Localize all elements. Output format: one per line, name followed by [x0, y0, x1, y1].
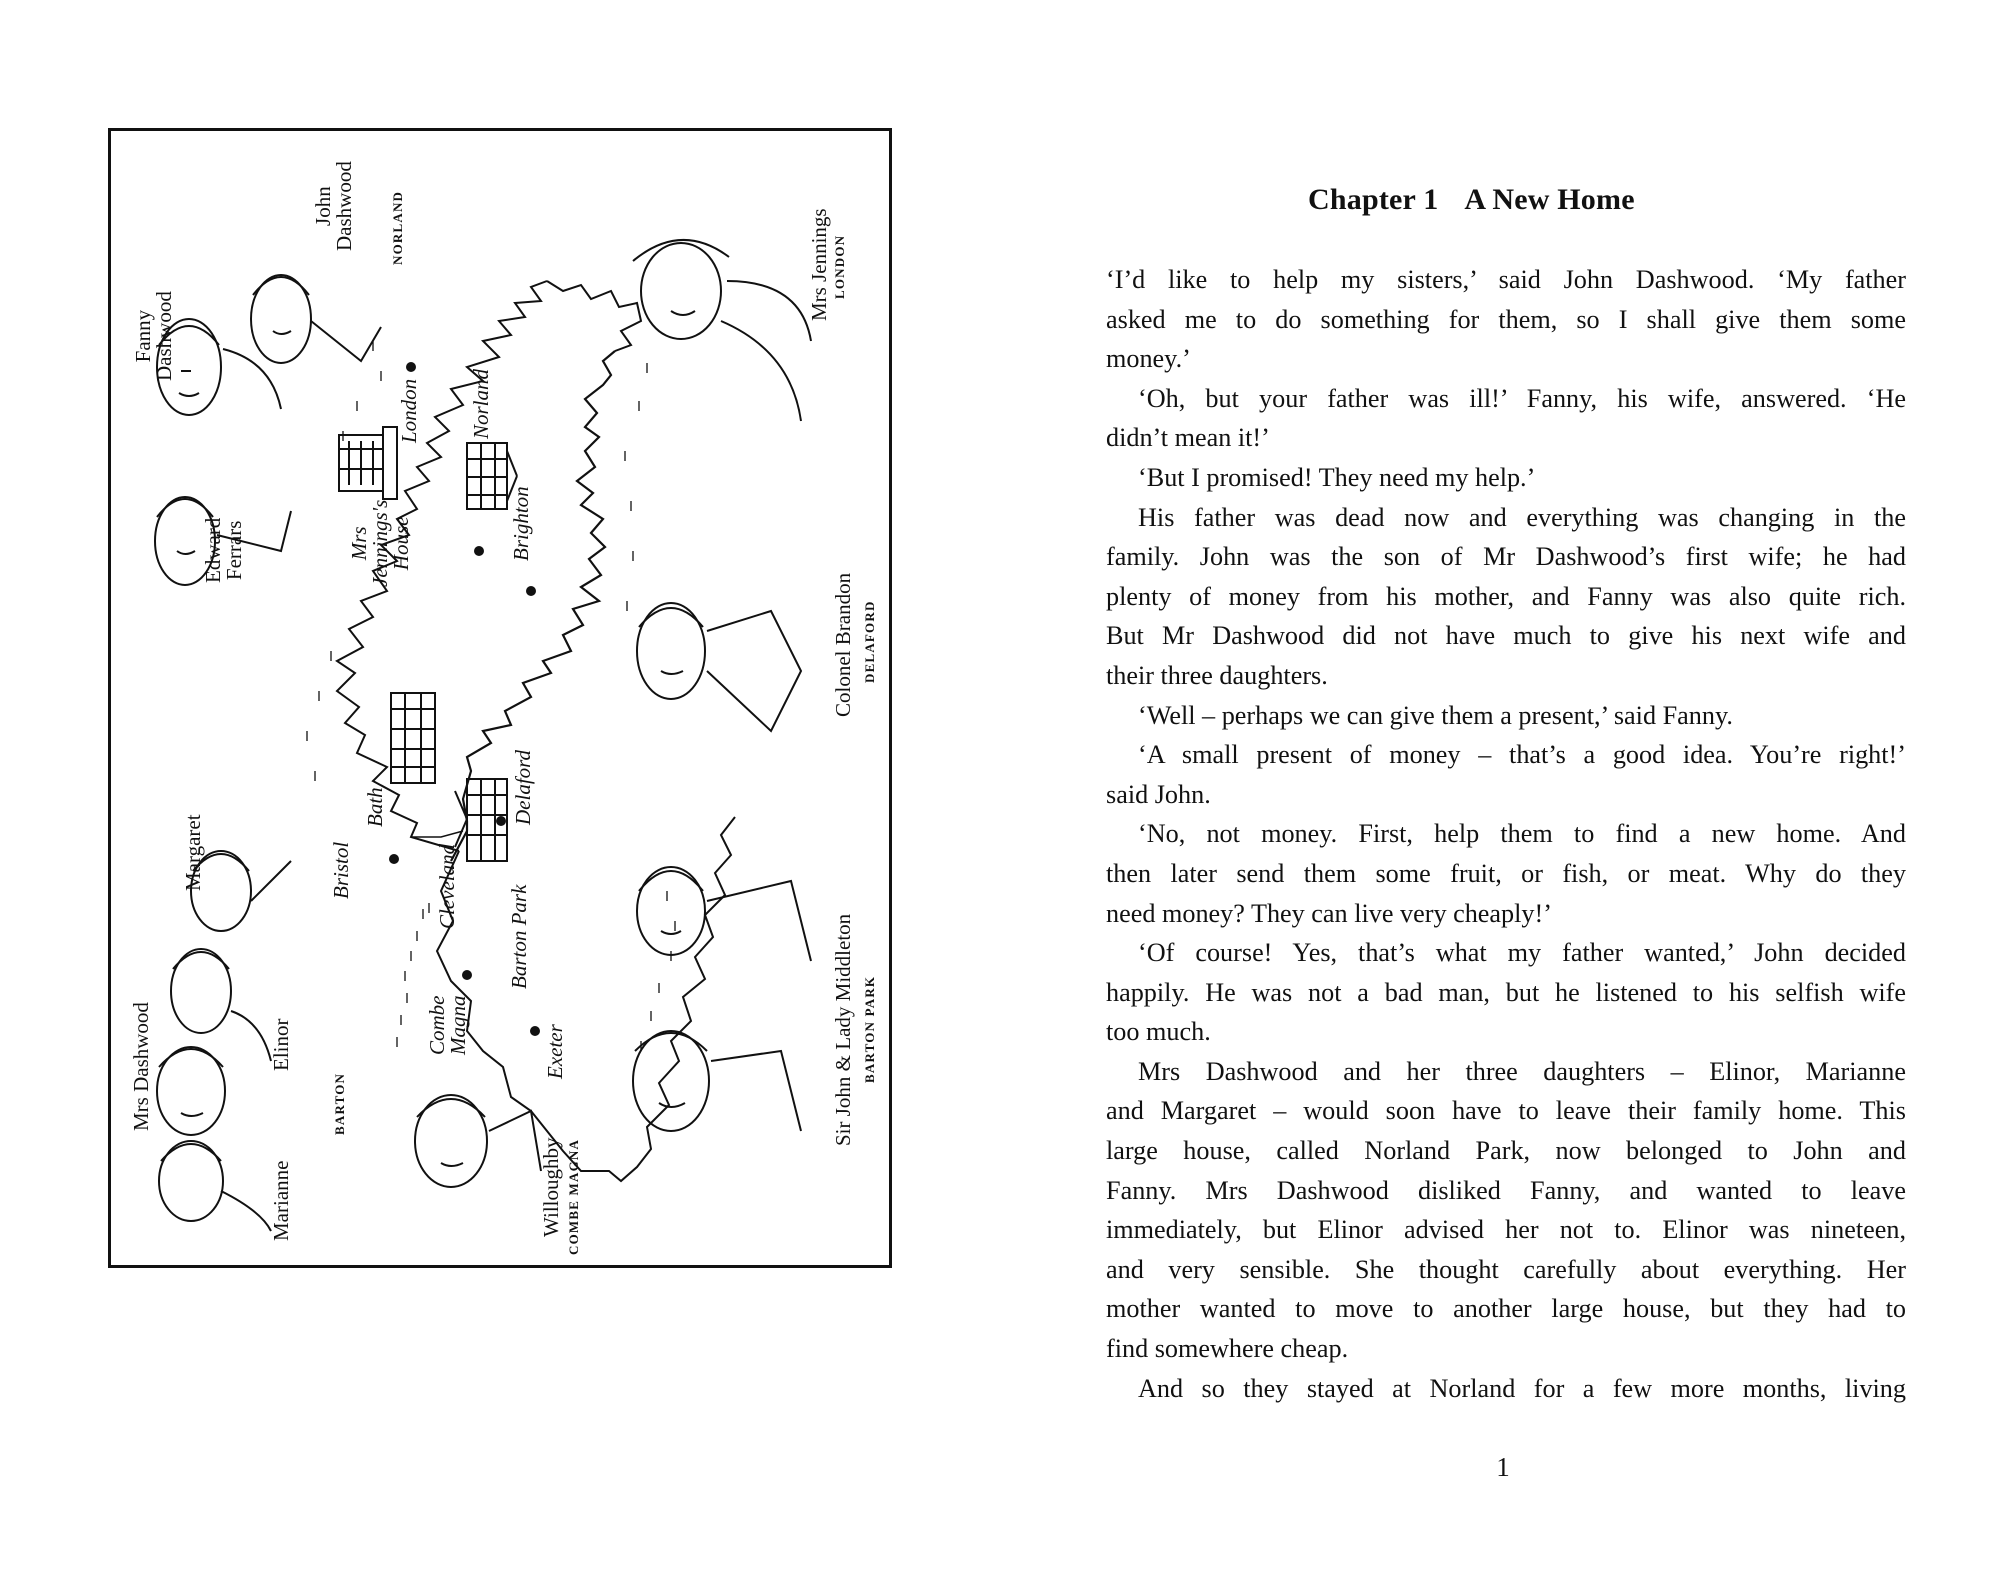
text-line: ‘I’d like to help my sisters,’ said John Dashwood. ‘My father	[1106, 265, 1906, 294]
caption-combe-magna: COMBE MAGNA	[566, 1138, 581, 1255]
text-line: then later send them some fruit, or fish, or meat. Why do they	[1106, 858, 1906, 888]
label-john-dashwood: John Dashwood	[311, 161, 356, 251]
text-line: His father was dead now and everything was changing in the	[1138, 502, 1906, 532]
map-illustration	[111, 131, 889, 1265]
label-marianne: Marianne	[269, 1160, 293, 1241]
text-line: need money? They can live very cheaply!’	[1106, 898, 1552, 928]
dot-norland	[474, 546, 484, 556]
place-bath: Bath	[363, 787, 387, 827]
text-line: family. John was the son of Mr Dashwood’s first wife; he had	[1106, 542, 1906, 572]
text-line: their three daughters.	[1106, 660, 1328, 690]
text-line: But Mr Dashwood did not have much to give his next wife and	[1106, 621, 1906, 651]
dot-exeter	[530, 1026, 540, 1036]
dot-delaford	[496, 816, 506, 826]
label-mrs-jennings: Mrs Jennings	[807, 208, 831, 321]
page-number: 1	[1496, 1452, 1510, 1482]
chapter-number: Chapter 1	[1308, 183, 1439, 216]
text-line: ‘Well – perhaps we can give them a present,’ said Fanny.	[1138, 700, 1733, 730]
portrait-mrs-dashwood	[157, 1047, 225, 1135]
caption-barton: BARTON	[332, 1072, 347, 1135]
text-line: money.’	[1106, 344, 1191, 374]
portrait-mrs-jennings	[633, 240, 811, 421]
text-line: And so they stayed at Norland for a few more months, living	[1138, 1373, 1906, 1403]
place-barton-park: Barton Park	[507, 884, 531, 989]
dot-london	[406, 362, 416, 372]
text-line: find somewhere cheap.	[1106, 1334, 1349, 1364]
place-combe-magna: Combe Magna	[425, 995, 470, 1055]
map-coastline-right	[547, 281, 641, 351]
dot-bristol	[389, 854, 399, 864]
chapter-heading	[1308, 183, 1635, 217]
text-line: mother wanted to move to another large house, but they had to	[1106, 1294, 1906, 1324]
caption-norland: NORLAND	[390, 190, 405, 265]
label-colonel-brandon: Colonel Brandon	[831, 572, 855, 717]
label-elinor: Elinor	[269, 1018, 293, 1071]
place-norland: Norland	[469, 368, 493, 439]
illustration-frame	[108, 128, 892, 1268]
text-line: asked me to do something for them, so I shall give them some	[1106, 304, 1906, 334]
caption-barton-park: BARTON PARK	[862, 975, 877, 1083]
dot-brighton	[526, 586, 536, 596]
label-willoughby: Willoughby	[539, 1137, 563, 1237]
map-severn	[411, 831, 463, 837]
text-line: ‘Of course! Yes, that’s what my father wanted,’ John decided	[1138, 938, 1906, 968]
text-line: said John.	[1106, 779, 1211, 809]
text-line: ‘No, not money. First, help them to find a new home. And	[1138, 819, 1906, 849]
label-margaret: Margaret	[181, 814, 205, 891]
text-line: large house, called Norland Park, now belonged to John and	[1106, 1136, 1906, 1166]
text-line: didn’t mean it!’	[1106, 423, 1270, 453]
house-cleveland	[391, 693, 435, 783]
label-sir-john-lady-middleton: Sir John & Lady Middleton	[831, 913, 855, 1146]
text-line: too much.	[1106, 1017, 1211, 1047]
portrait-willoughby	[415, 1095, 541, 1187]
text-line: and very sensible. She thought carefully about everything. Her	[1106, 1254, 1906, 1284]
portrait-margaret	[191, 851, 291, 931]
place-london: London	[397, 378, 421, 443]
chapter-body	[1106, 260, 1906, 1408]
label-mrs-dashwood: Mrs Dashwood	[129, 1002, 153, 1131]
text-line: immediately, but Elinor advised her not to. Elinor was nineteen,	[1106, 1215, 1906, 1245]
text-line: and Margaret – would soon have to leave their family home. This	[1106, 1096, 1906, 1126]
text-line: Fanny. Mrs Dashwood disliked Fanny, and wanted to leave	[1106, 1175, 1906, 1205]
chapter-title: A New Home	[1464, 183, 1635, 216]
text-line: plenty of money from his mother, and Fanny was also quite rich.	[1106, 581, 1906, 611]
portrait-lady-middleton	[637, 867, 811, 961]
text-line: ‘But I promised! They need my help.’	[1138, 462, 1536, 492]
text-line: ‘Oh, but your father was ill!’ Fanny, his wife, answered. ‘He	[1138, 383, 1906, 413]
portrait-marianne	[159, 1141, 271, 1231]
portrait-elinor	[171, 949, 271, 1061]
place-cleveland: Cleveland	[435, 843, 459, 929]
text-line: Mrs Dashwood and her three daughters – Elinor, Marianne	[1138, 1056, 1906, 1086]
place-delaford: Delaford	[511, 749, 535, 825]
caption-delaford: DELAFORD	[862, 600, 877, 683]
place-brighton: Brighton	[509, 486, 533, 561]
place-exeter: Exeter	[543, 1024, 567, 1079]
portrait-john-dashwood	[251, 275, 381, 363]
label-edward-ferrars: Edward Ferrars	[201, 517, 246, 583]
place-bristol: Bristol	[329, 841, 353, 899]
label-fanny-dashwood: Fanny Dashwood	[131, 291, 176, 381]
place-mrs-jennings-house: Mrs Jennings's House	[347, 499, 413, 587]
house-mrs-jennings	[339, 427, 397, 499]
map-west-coast	[437, 817, 735, 1181]
portrait-colonel-brandon	[637, 603, 801, 731]
text-line: happily. He was not a bad man, but he listened to his selfish wife	[1106, 977, 1906, 1007]
dot-combe-magna	[462, 970, 472, 980]
text-line: ‘A small present of money – that’s a good idea. You’re right!’	[1138, 740, 1906, 770]
caption-london: LONDON	[832, 234, 847, 299]
